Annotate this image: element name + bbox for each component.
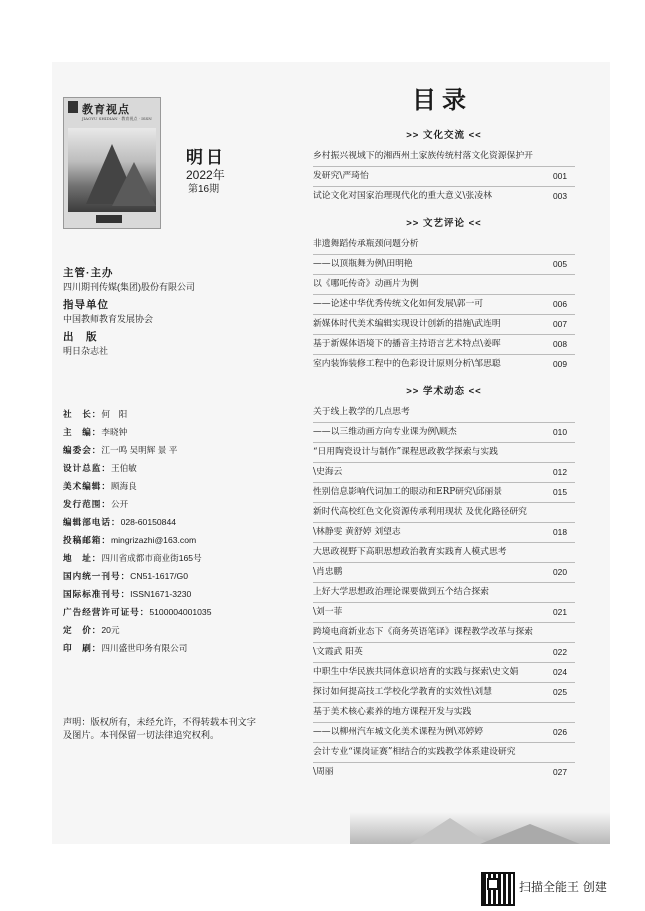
staff-key: 广告经营许可证号：	[63, 607, 150, 617]
staff-value: 何 阳	[101, 409, 128, 419]
toc-entry[interactable]	[313, 147, 575, 167]
staff-key: 国内统一刊号：	[63, 571, 131, 581]
toc-entry[interactable]	[313, 603, 575, 623]
copyright-notice: 声明：版权所有，未经允许，不得转载本刊文字及图片。本刊保留一切法律追究权利。	[63, 717, 256, 740]
masthead-block	[63, 297, 293, 325]
staff-row	[63, 477, 303, 495]
toc-entry-page: 027	[553, 767, 567, 777]
toc-entry[interactable]	[313, 563, 575, 583]
toc-entry-title: 乡村振兴视域下的湘西州土家族传统村落文化资源保护开	[313, 151, 533, 161]
toc-entry-title: “日用陶瓷设计与制作”课程思政教学探索与实践	[313, 447, 498, 457]
staff-key: 定 价：	[63, 625, 102, 635]
staff-key: 编辑部电话：	[63, 517, 121, 527]
staff-row	[63, 423, 303, 441]
toc-entry-title: \林静雯 黄舒婷 刘望志	[313, 527, 401, 537]
staff-key: 地 址：	[63, 553, 102, 563]
toc-entry-title: 跨境电商新业态下《商务英语笔译》课程教学改革与探索	[313, 627, 533, 637]
staff-key: 发行范围：	[63, 499, 111, 509]
toc-entry-title: ——以顶瓶舞为例\田明艳	[313, 259, 413, 269]
toc-entry[interactable]	[313, 503, 575, 523]
toc-entry[interactable]	[313, 483, 575, 503]
staff-key: 投稿邮箱：	[63, 535, 111, 545]
toc-entry-page: 010	[553, 427, 567, 437]
toc-entry-title: 中职生中华民族共同体意识培育的实践与探索\史文娟	[313, 667, 519, 677]
mountain-icon	[480, 824, 580, 844]
cover-badge	[96, 215, 122, 223]
toc-entry-page: 026	[553, 727, 567, 737]
toc-entry[interactable]	[313, 523, 575, 543]
staff-row	[63, 567, 303, 585]
toc-entry-title: 会计专业“课岗证赛”相结合的实践教学体系建设研究	[313, 747, 516, 757]
toc-entry-title: 上好大学思想政治理论课要做到五个结合探索	[313, 587, 489, 597]
toc-entry[interactable]	[313, 623, 575, 643]
staff-row	[63, 405, 303, 423]
toc-entry-title: 新媒体时代美术编辑实现设计创新的措施\武连明	[313, 319, 501, 329]
toc-entry-page: 005	[553, 259, 567, 269]
toc-entry[interactable]	[313, 723, 575, 743]
toc-entry[interactable]	[313, 235, 575, 255]
toc-entry[interactable]	[313, 315, 575, 335]
qr-code-icon	[481, 872, 515, 906]
staff-key: 主 编：	[63, 427, 102, 437]
staff-value: ISSN1671-3230	[130, 589, 192, 599]
toc-entry-page: 021	[553, 607, 567, 617]
staff-row	[63, 585, 303, 603]
masthead-heading: 主管·主办	[63, 267, 114, 279]
toc-entry-title: 试论文化对国家治理现代化的重大意义\张凌林	[313, 191, 492, 201]
toc-entry-page: 020	[553, 567, 567, 577]
toc-entry-page: 009	[553, 359, 567, 369]
masthead-heading: 指导单位	[63, 299, 109, 311]
toc-entry-title: 以《哪吒传奇》动画片为例	[313, 279, 419, 289]
staff-value: 江一鸣 吴明辉 景 平	[101, 445, 178, 455]
masthead-block	[63, 265, 293, 293]
table-of-contents	[313, 118, 575, 782]
toc-entry-page: 018	[553, 527, 567, 537]
masthead-value: 中国教师教育发展协会	[63, 314, 154, 324]
toc-entry[interactable]	[313, 167, 575, 187]
cover-subtitle: JIAOYU SHIDIAN · 教育视点 · ISSN	[82, 116, 152, 121]
toc-entry[interactable]	[313, 275, 575, 295]
staff-key: 社 长：	[63, 409, 102, 419]
toc-entry-title: ——论述中华优秀传统文化如何发展\郭一可	[313, 299, 484, 309]
footer-landscape-image	[350, 812, 610, 844]
toc-entry-page: 006	[553, 299, 567, 309]
toc-entry[interactable]	[313, 355, 575, 374]
toc-entry[interactable]	[313, 703, 575, 723]
toc-entry-page: 012	[553, 467, 567, 477]
staff-row	[63, 549, 303, 567]
toc-entry-title: 发研究\严琦怡	[313, 171, 369, 181]
toc-entry-page: 007	[553, 319, 567, 329]
toc-title: 目录	[412, 85, 472, 114]
toc-entry[interactable]	[313, 443, 575, 463]
staff-value: 四川盛世印务有限公司	[101, 643, 188, 653]
staff-row	[63, 441, 303, 459]
staff-key: 设计总监：	[63, 463, 111, 473]
magazine-name: 明日	[186, 148, 226, 168]
toc-entry[interactable]	[313, 543, 575, 563]
staff-value: 公开	[110, 499, 129, 509]
staff-row	[63, 513, 303, 531]
toc-entry[interactable]	[313, 335, 575, 355]
staff-row	[63, 639, 303, 657]
toc-entry-page: 015	[553, 487, 567, 497]
toc-entry-title: \文霞武 阳英	[313, 647, 363, 657]
cover-logo-icon	[68, 101, 78, 113]
toc-entry[interactable]	[313, 423, 575, 443]
toc-entry[interactable]	[313, 255, 575, 275]
toc-entry-title: 探讨如何提高技工学校化学教育的实效性\刘慧	[313, 687, 492, 697]
toc-entry-title: 基于新媒体语境下的播音主持语言艺术特点\姜晖	[313, 339, 501, 349]
toc-entry[interactable]	[313, 763, 575, 782]
masthead-value: 四川期刊传媒(集团)股份有限公司	[63, 282, 195, 292]
staff-row	[63, 621, 303, 639]
toc-entry-title: 新时代高校红色文化资源传承利用现状 及优化路径研究	[313, 507, 527, 517]
toc-entry[interactable]	[313, 187, 575, 206]
toc-entry-title: 非遗舞蹈传承瓶颈问题分析	[313, 239, 419, 249]
staff-value: 顾海良	[110, 481, 137, 491]
toc-entry-title: 基于美术核心素养的地方课程开发与实践	[313, 707, 472, 717]
section-heading: >> 文化交流 <<	[406, 130, 482, 141]
scanner-watermark: 扫描全能王 创建	[519, 880, 607, 894]
toc-entry-title: ——以柳州汽车城文化美术课程为例\邓婷婷	[313, 727, 484, 737]
masthead-heading: 出 版	[63, 331, 98, 343]
issue-year: 2022年	[186, 168, 225, 182]
toc-entry-title: 性别信息影响代词加工的眼动和ERP研究\邱丽景	[313, 487, 503, 497]
staff-key: 印 刷：	[63, 643, 102, 653]
mountain-icon	[410, 818, 490, 844]
toc-entry-title: 大思政视野下高职思想政治教育实践育人模式思考	[313, 547, 507, 557]
masthead	[63, 265, 293, 361]
staff-value: 四川省成都市商业街165号	[101, 553, 202, 563]
cover-mountain-image	[68, 128, 156, 212]
staff-value: 028-60150844	[120, 517, 177, 527]
toc-entry[interactable]	[313, 463, 575, 483]
toc-entry[interactable]	[313, 403, 575, 423]
staff-row	[63, 495, 303, 513]
mountain-peak-icon	[112, 162, 156, 206]
toc-entry[interactable]	[313, 743, 575, 763]
toc-entry[interactable]	[313, 643, 575, 663]
staff-value: 李晓钟	[101, 427, 128, 437]
masthead-value: 明日杂志社	[63, 346, 109, 356]
toc-entry[interactable]	[313, 295, 575, 315]
toc-entry-title: \刘一菲	[313, 607, 343, 617]
masthead-block	[63, 329, 293, 357]
cover-thumbnail	[63, 97, 161, 229]
toc-entry-title: \史海云	[313, 467, 343, 477]
staff-value: 5100004001035	[149, 607, 212, 617]
toc-entry-page: 022	[553, 647, 567, 657]
toc-entry-page: 001	[553, 171, 567, 181]
toc-entry-title: ——以三维动画方向专业课为例\顾杰	[313, 427, 457, 437]
toc-entry-page: 008	[553, 339, 567, 349]
toc-entry-page: 024	[553, 667, 567, 677]
staff-value: mingrizazhi@163.com	[110, 535, 197, 545]
toc-entry[interactable]	[313, 683, 575, 703]
toc-entry-page: 003	[553, 191, 567, 201]
issue-number: 第16期	[188, 184, 220, 195]
staff-value: 20元	[101, 625, 120, 635]
staff-row	[63, 459, 303, 477]
staff-row	[63, 531, 303, 549]
staff-list	[63, 405, 303, 657]
staff-key: 国际标准刊号：	[63, 589, 131, 599]
toc-entry[interactable]	[313, 583, 575, 603]
toc-entry-title: \肖忠鹏	[313, 567, 343, 577]
staff-value: 王伯敏	[110, 463, 137, 473]
staff-value: CN51-1617/G0	[130, 571, 188, 581]
toc-entry-title: \周丽	[313, 767, 334, 777]
section-heading: >> 文艺评论 <<	[406, 218, 482, 229]
cover-title: 教育视点	[82, 103, 130, 116]
staff-row	[63, 603, 303, 621]
section-heading: >> 学术动态 <<	[406, 386, 482, 397]
toc-entry[interactable]	[313, 663, 575, 683]
toc-entry-title: 室内装饰装修工程中的色彩设计原则分析\邹思聪	[313, 359, 501, 369]
toc-entry-title: 关于线上教学的几点思考	[313, 407, 410, 417]
staff-key: 美术编辑：	[63, 481, 111, 491]
toc-entry-page: 025	[553, 687, 567, 697]
staff-key: 编委会：	[63, 445, 102, 455]
